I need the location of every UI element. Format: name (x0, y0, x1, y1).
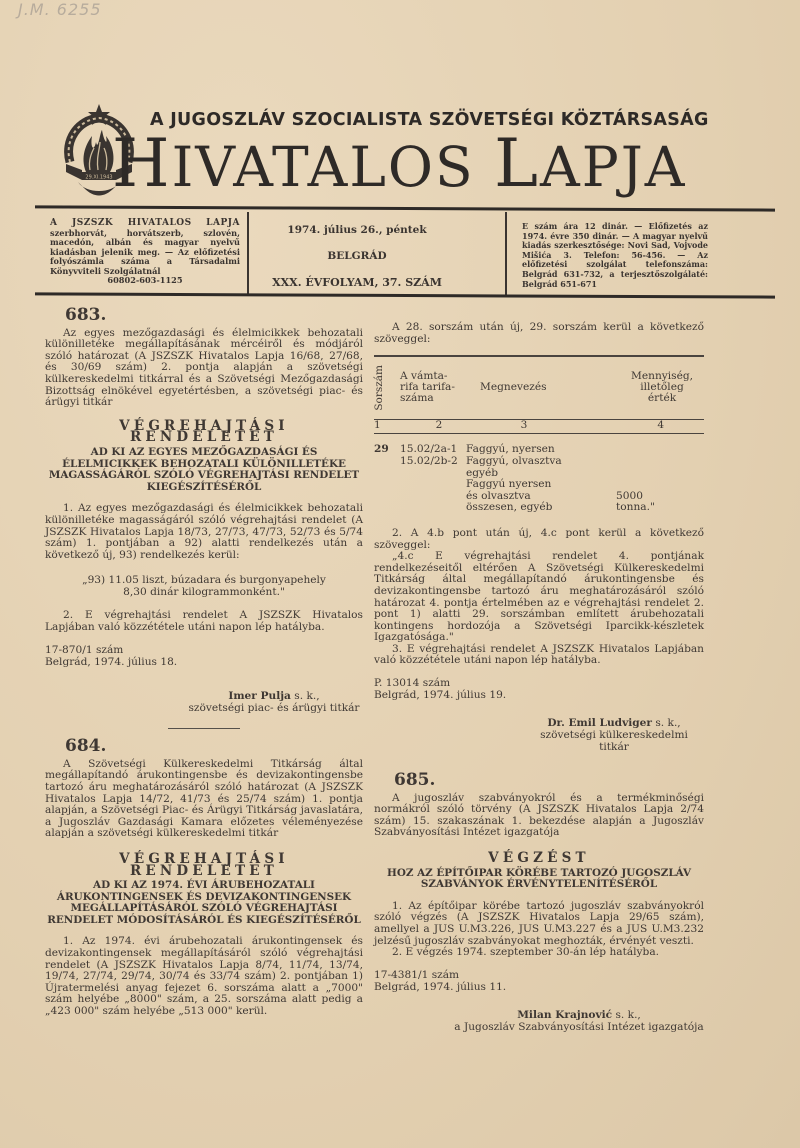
section-divider (168, 728, 240, 730)
preamble: A Szövetségi Külkereskedelmi Titkárság által megállapítandó árukontingensbe és devizakontingensbe tartozó áru meghatározásáról szóló határozat (A JSZSZK Hivatalos Lapja 14/72, 41/73 és 25/74 szám) 1. pontja alapján, a Szövetségi Piac- és Árügyi Titkárság javaslatára, a Jugoszláv Gazdasági Kamara előzetes véleményezése alapján a szövetségi külkereskedelmi titkár (45, 757, 363, 840)
archive-stamp: J.M. 6255 (18, 0, 102, 19)
edition-info: A JSZSZK HIVATALOS LAPJA szerbhorvát, horvátszerb, szlovén, macedón, albán és magyar nyelvű kiadásban jelenik meg. — Az előfizetési folyószámla száma a Társadalmi Könyvviteli Szolgálatnál 60802-603-1125 (50, 218, 240, 285)
section-683 (45, 305, 363, 729)
preamble: Az egyes mezőgazdasági és élelmicikkek behozatali különilletéke megállapításának mércéiről és módjáról szóló határozat (A JSZSZK Hivatalos Lapja 16/68, 27/68, és 30/69 szám) 2. pontja alapján a szövetségi külkereskedelmi titkárral és a Szövetségi Mezőgazdasági Bizottság elnökével egyetértésben, a szövetségi piac- és árügyi titkár (45, 326, 363, 409)
section-number: 684. (65, 736, 107, 757)
signature-block: Milan Krajnović s. k., a Jugoszláv Szabványosítási Intézet igazgatója (454, 1008, 704, 1033)
left-column (45, 305, 363, 1018)
publisher-line: A JUGOSZLÁV SZOCIALISTA SZÖVETSÉGI KÖZTÁRSASÁG (150, 110, 709, 130)
publication-title: HIVATALOS LAPJA (112, 125, 687, 202)
header-rule-top (35, 205, 775, 211)
svg-text:29.XI.1943: 29.XI.1943 (85, 174, 113, 181)
issue-info (252, 224, 462, 303)
header-divider (247, 212, 249, 294)
paragraph: 1. Az egyes mezőgazdasági és élelmicikkek behozatali különilletéke magasságáról szóló végrehajtási rendelet (A JSZSZK Hivatalos Lapja 18/73, 27/73, 47/73, 52/73 és 5/74 szám) 1. pontjában a 92) alatti rendelkezés után a következő új, 93) rendelkezés kerül: (45, 502, 363, 561)
paragraph: 2. A 4.b pont után új, 4.c pont kerül a következő szöveggel: (374, 526, 704, 551)
reference-block: 17-4381/1 szám Belgrád, 1974. július 11. (374, 968, 507, 993)
section-subheading: AD KI AZ EGYES MEZŐGAZDASÁGI ÉS ÉLELMICIKKEK BEHOZATALI KÜLÖNILLETÉKE MAGASSÁGÁRÓL SZÓLÓ VÉGREHAJTÁSI RENDELET KIEGÉSZÍTÉSÉRŐL (48, 445, 360, 493)
paragraph: 3. E végrehajtási rendelet A JSZSZK Hivatalos Lapjában való közzététele utáni napon lép hatályba. (374, 642, 704, 667)
table-rule (374, 433, 704, 435)
section-number: 683. (65, 305, 107, 325)
paragraph: 1. Az építőipar körébe tartozó jugoszláv szabványokról szóló végzés (A JSZSZK Hivatalos Lapja 29/65 szám), amellyel a JUS U.M3.226, JUS U.M3.227 és a JUS U.M3.232 jelzésű jugoszláv szabványokat meghozták, érvényét veszti. (374, 899, 704, 947)
section-subheading: AD KI AZ 1974. ÉVI ÁRUBEHOZATALI ÁRUKONTINGENSEK ÉS DEVIZAKONTINGENSEK MEGÁLLAPÍTÁSÁRÓL SZÓLÓ VÉGREHAJTÁSI RENDELET MÓDOSÍTÁSÁRÓL ÉS KIEGÉSZÍTÉSÉRŐL (47, 879, 361, 926)
table-header (374, 357, 704, 419)
column-header: Megnevezés (480, 380, 547, 393)
section-number: 685. (394, 770, 436, 791)
section-heading: VÉGREHAJTÁSI RENDELETET (119, 850, 289, 879)
tariff-table (374, 355, 704, 514)
reference-block: 17-870/1 szám Belgrád, 1974. július 18. (45, 643, 178, 668)
quoted-provision: „4.c E végrehajtási rendelet 4. pontjának rendelkezéseitől eltérően A Szövetségi Külkereskedelmi Titkárság által megállapítandó árukontingensbe és devizakontingensbe tartozó áru meghatározásáról szóló határozat 4. pontja értelmében az e végrehajtási rendelet 2. pont 1) alatti 29. sorszámban említett árubehozatali kontingens hordozója a Szövetségi Iparcikk-készletek Igazgatósága." (374, 550, 704, 644)
column-header: Sorszám (373, 364, 385, 411)
section-subheading: HOZ AZ ÉPÍTŐIPAR KÖRÉBE TARTOZÓ JUGOSZLÁV SZABVÁNYOK ÉRVÉNYTELENÍTÉSÉRŐL (387, 866, 691, 891)
paragraph: 1. Az 1974. évi árubehozatali árukontingensek és devizakontingensek megállapításáról szóló végrehajtási rendelet (A JSZSZK Hivatalos Lapja 8/74, 11/74, 13/74, 19/74, 27/74, 29/74, 30/74 és 33/74 szám) 2. pontjában 1) Újratermelési anyag fejezet 6. sorszáma alatt a „7000" szám helyébe „8000" szám, a 25. sorszáma alatt pedig a „423 000" szám helyébe „513 000" kerül. (45, 935, 363, 1018)
section-heading: VÉGZÉST (488, 850, 590, 867)
signature-block: Imer Pulja s. k., szövetségi piac- és árügyi titkár (188, 689, 360, 714)
section-685 (374, 770, 704, 1033)
right-column (374, 322, 704, 1033)
section-heading: VÉGREHAJTÁSI RENDELETET (119, 417, 289, 446)
header-divider (505, 212, 507, 296)
reference-block: P. 13014 szám Belgrád, 1974. július 19. (374, 677, 507, 702)
table-row: 29 15.02/2a-1 15.02/2b-2 Faggyú, nyersen Faggyú, olvasztva egyéb Faggyú nyersen és olvasztva összesen, egyéb 5000 tonna." (374, 443, 655, 514)
section-684 (45, 736, 363, 1018)
paragraph: A 28. sorszám után új, 29. sorszám kerül a következő szöveggel: (374, 321, 704, 345)
issue-volume: XXX. ÉVFOLYAM, 37. SZÁM (272, 276, 442, 289)
column-header: Mennyiség, illetőleg érték (631, 370, 693, 405)
paragraph: 2. E végrehajtási rendelet A JSZSZK Hivatalos Lapjában való közzététele utáni napon lép hatályba. (45, 609, 363, 634)
section-684-continued (374, 322, 704, 753)
preamble: A jugoszláv szabványokról és a termékminőségi normákról szóló törvény (A JSZSZK Hivatalos Lapja 2/74 szám) 15. szakaszának 1. bekezdése alapján a Jugoszláv Szabványosítási Intézet igazgatója (374, 791, 704, 839)
column-numbers: 1 2 3 4 (374, 418, 664, 431)
issue-city: BELGRÁD (327, 250, 387, 262)
quoted-provision: „93) 11.05 liszt, búzadara és burgonyapehely 8,30 dinár kilogrammonként." (82, 574, 326, 598)
issue-date: 1974. július 26., péntek (287, 224, 427, 236)
column-header: A vámta- rifa tarifa- száma (400, 370, 455, 405)
paragraph: 2. E végzés 1974. szeptember 30-án lép hatályba. (392, 946, 660, 959)
signature-block: Dr. Emil Ludviger s. k., szövetségi külkereskedelmi titkár (540, 717, 688, 754)
price-subscription-info: E szám ára 12 dinár. — Előfizetés az 1974. évre 350 dinár. — A magyar nyelvű kiadás szerkesztősége: Novi Sad, Vojvode Mišića 3. Telefon: 56-456. — Az előfizetési szolgálat telefonszáma: Belgrád 631-732, a terjesztőszolgálaté: Belgrád 651-671 (522, 221, 708, 289)
